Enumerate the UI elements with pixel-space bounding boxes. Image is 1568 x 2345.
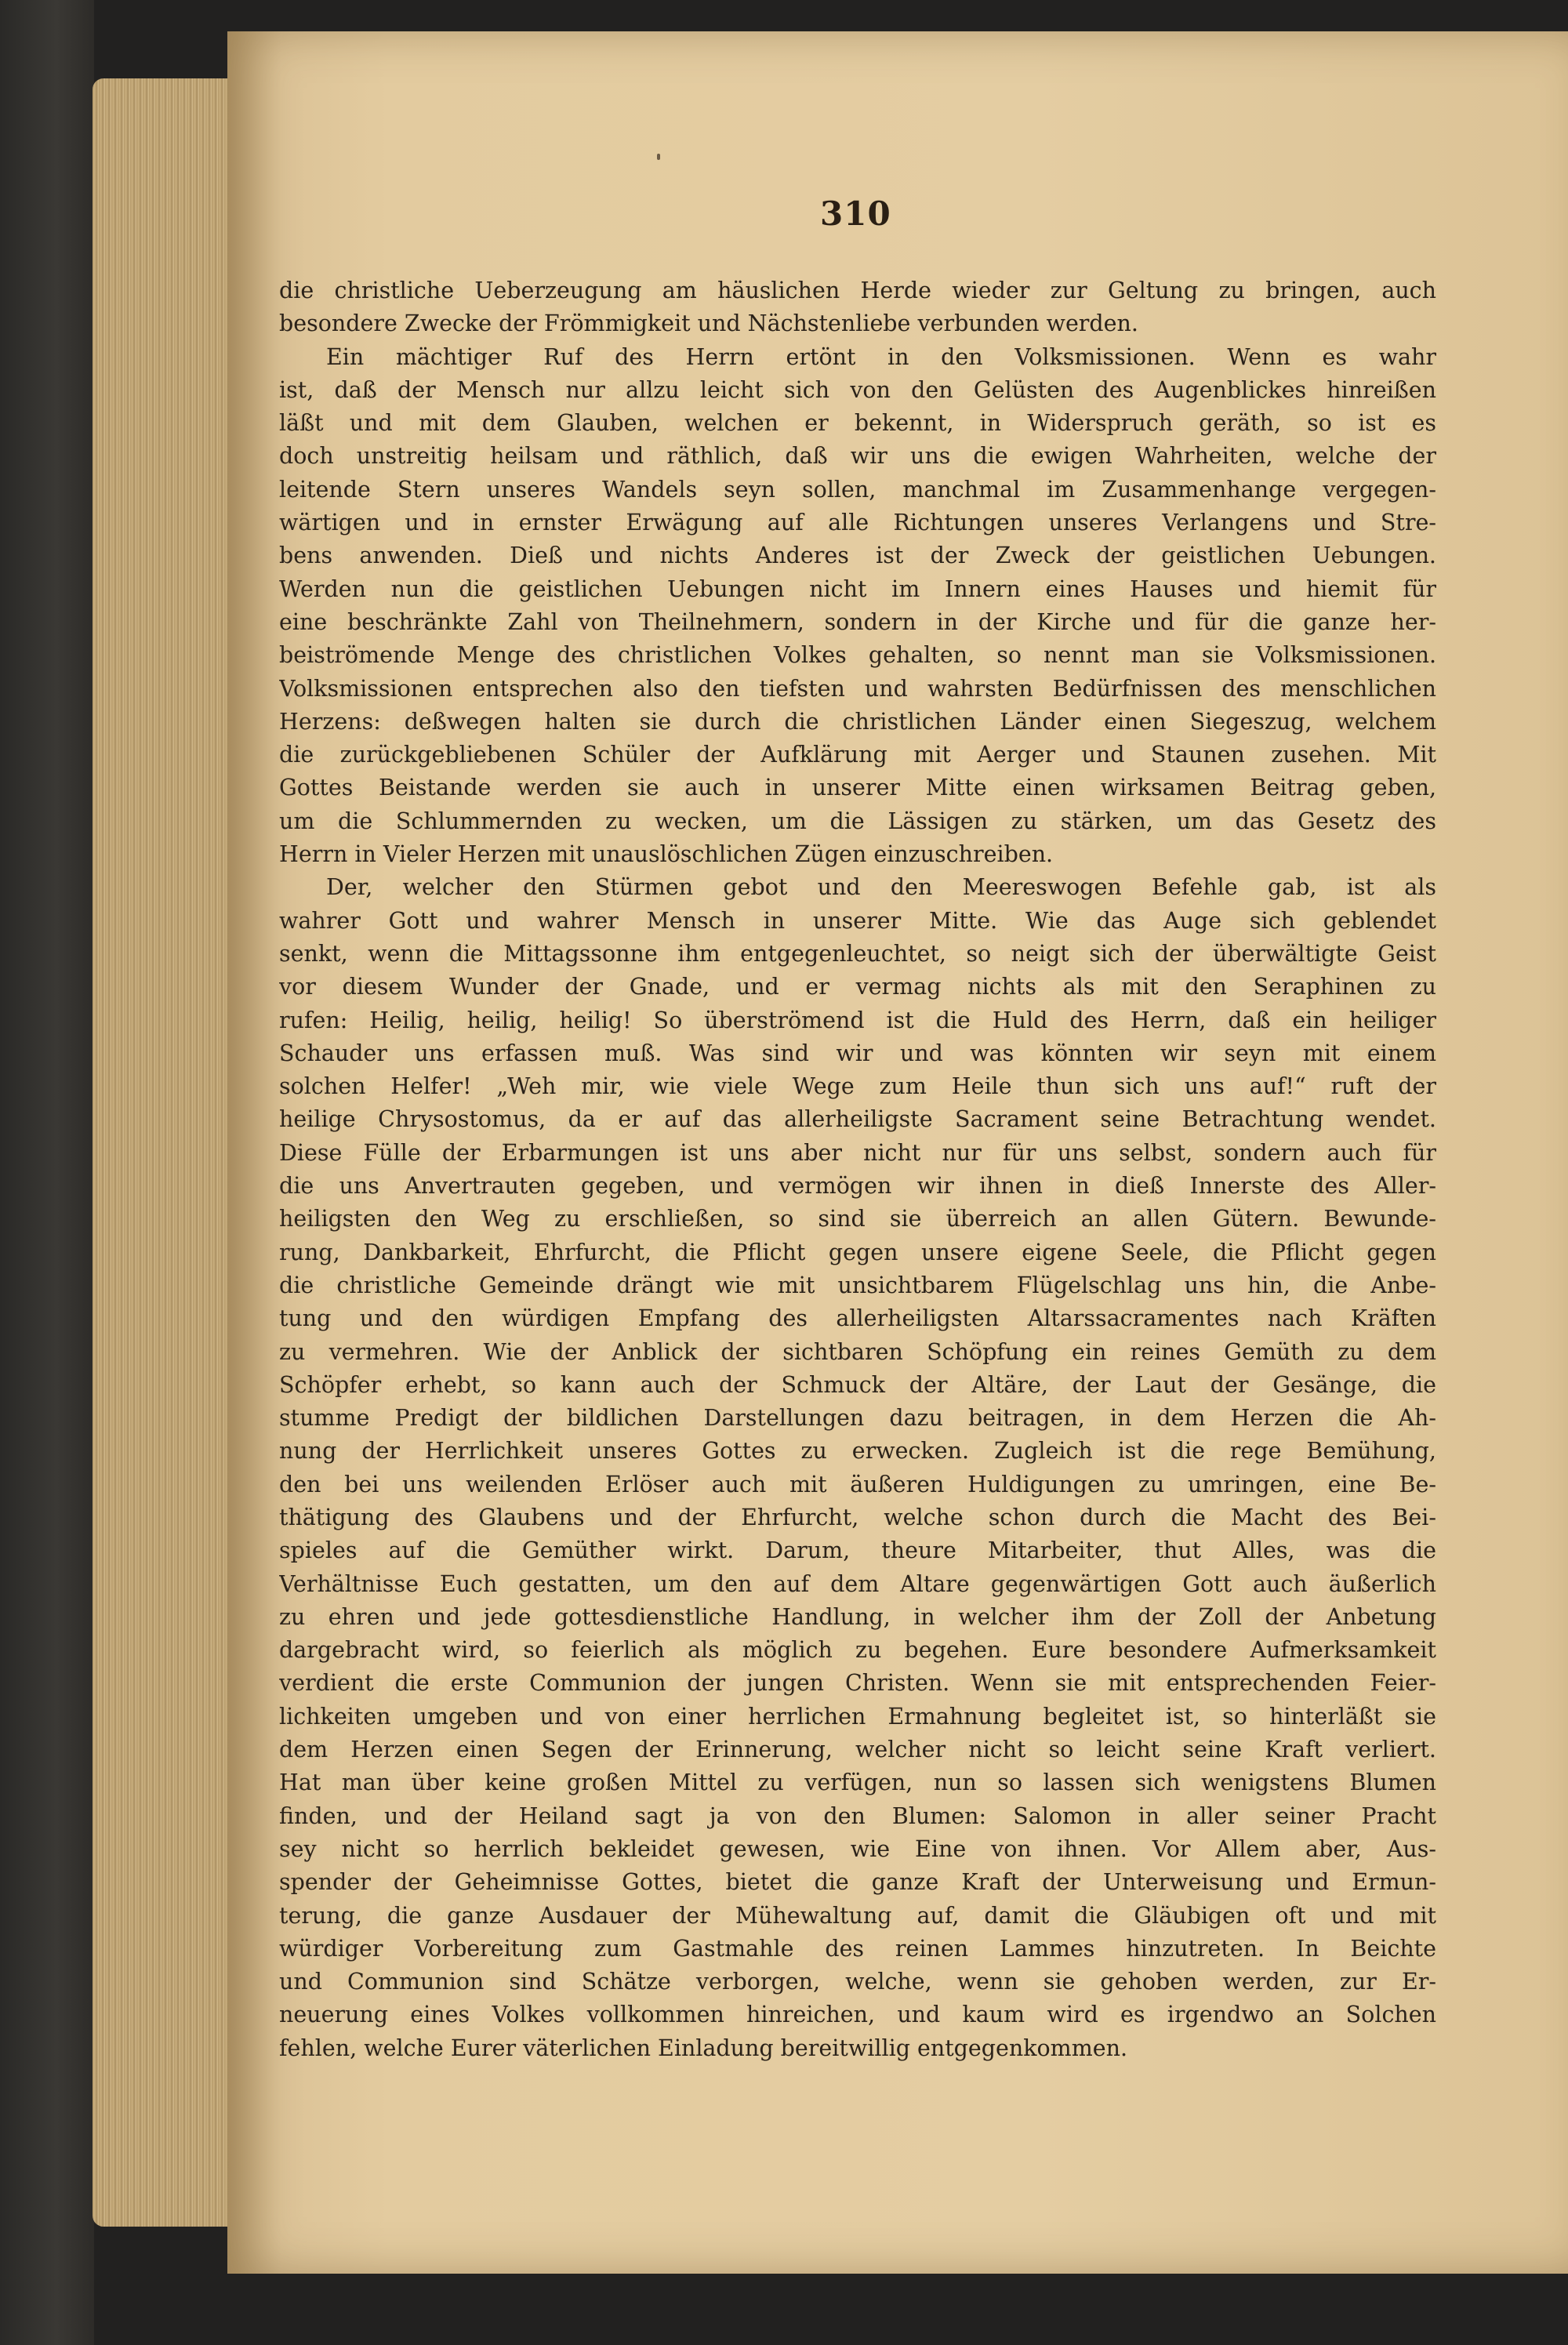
text-line: ist, daß der Mensch nur allzu leicht sich von den Gelüsten des Augenblickes hinreißen [279, 376, 1436, 403]
text-line: thätigung des Glaubens und der Ehrfurcht, welche schon durch die Macht des Bei- [279, 1504, 1436, 1530]
text-line: Verhältnisse Euch gestatten, um den auf dem Altare gegenwärtigen Gott auch äußerlich [279, 1570, 1436, 1597]
text-line: wahrer Gott und wahrer Mensch in unserer Mitte. Wie das Auge sich geblendet [279, 907, 1436, 934]
text-line: Schauder uns erfassen muß. Was sind wir und was könnten wir seyn mit einem [279, 1040, 1436, 1066]
text-line: vor diesem Wunder der Gnade, und er vermag nichts als mit den Seraphinen zu [279, 974, 1436, 1000]
text-line: doch unstreitig heilsam und räthlich, daß wir uns die ewigen Wahrheiten, welche der [279, 443, 1436, 470]
text-line: Gottes Beistande werden sie auch in unserer Mitte einen wirksamen Beitrag geben, [279, 775, 1436, 801]
text-line: Ein mächtiger Ruf des Herrn ertönt in den Volksmissionen. Wenn es wahr [326, 343, 1436, 370]
text-line: die zurückgebliebenen Schüler der Aufklärung mit Aerger und Staunen zusehen. Mit [279, 742, 1436, 768]
text-line: Herrn in Vieler Herzen mit unauslöschlichen Zügen einzuschreiben. [279, 841, 1054, 868]
text-line: um die Schlummernden zu wecken, um die Lässigen zu stärken, um das Gesetz des [279, 808, 1436, 834]
text-line: eine beschränkte Zahl von Theilnehmern, sondern in der Kirche und für die ganze her- [279, 608, 1436, 635]
text-line: finden, und der Heiland sagt ja von den Blumen: Salomon in aller seiner Pracht [279, 1802, 1436, 1829]
text-line: nung der Herrlichkeit unseres Gottes zu erwecken. Zugleich ist die rege Bemühung, [279, 1438, 1436, 1465]
text-line: verdient die erste Communion der jungen Christen. Wenn sie mit entsprechenden Feier- [279, 1670, 1436, 1697]
text-line: Der, welcher den Stürmen gebot und den Meereswogen Befehle gab, ist als [326, 874, 1436, 901]
text-line: bens anwenden. Dieß und nichts Anderes ist der Zweck der geistlichen Uebungen. [279, 543, 1436, 569]
text-line: den bei uns weilenden Erlöser auch mit äußeren Huldigungen zu umringen, eine Be- [279, 1471, 1436, 1497]
text-line: beiströmende Menge des christlichen Volkes gehalten, so nennt man sie Volksmissionen. [279, 642, 1436, 669]
text-line: die christliche Gemeinde drängt wie mit unsichtbarem Flügelschlag uns hin, die Anbe- [279, 1272, 1436, 1298]
body-text [279, 274, 1436, 2065]
page-edges [93, 78, 241, 2227]
text-line: terung, die ganze Ausdauer der Mühewaltung auf, damit die Gläubigen oft und mit [279, 1902, 1436, 1929]
text-line: Werden nun die geistlichen Uebungen nicht im Innern eines Hauses und hiemit für [279, 575, 1436, 602]
text-line: leitende Stern unseres Wandels seyn sollen, manchmal im Zusammenhange vergegen- [279, 476, 1436, 503]
text-line: stumme Predigt der bildlichen Darstellungen dazu beitragen, in dem Herzen die Ah- [279, 1405, 1436, 1432]
text-line: spieles auf die Gemüther wirkt. Darum, theure Mitarbeiter, thut Alles, was die [279, 1537, 1436, 1564]
text-line: neuerung eines Volkes vollkommen hinreichen, und kaum wird es irgendwo an Solchen [279, 2002, 1436, 2028]
text-line: fehlen, welche Eurer väterlichen Einladung bereitwillig entgegenkommen. [279, 2035, 1128, 2061]
text-line: Herzens: deßwegen halten sie durch die christlichen Länder einen Siegeszug, welchem [279, 708, 1436, 735]
text-line: rufen: Heilig, heilig, heilig! So überströmend ist die Huld des Herrn, daß ein heiliger [279, 1007, 1436, 1033]
text-line: solchen Helfer! „Weh mir, wie viele Wege zum Heile thun sich uns auf!“ ruft der [279, 1073, 1436, 1100]
text-line: heilige Chrysostomus, da er auf das allerheiligste Sacrament seine Betrachtung wendet. [279, 1106, 1436, 1133]
text-line: dargebracht wird, so feierlich als möglich zu begehen. Eure besondere Aufmerksamkeit [279, 1637, 1436, 1664]
text-line: wärtigen und in ernster Erwägung auf alle Richtungen unseres Verlangens und Stre- [279, 510, 1436, 536]
text-line: senkt, wenn die Mittagssonne ihm entgegenleuchtet, so neigt sich der überwältigte Geist [279, 940, 1436, 967]
text-line: würdiger Vorbereitung zum Gastmahle des reinen Lammes hinzutreten. In Beichte [279, 1935, 1436, 1962]
text-line: heiligsten den Weg zu erschließen, so sind sie überreich an allen Gütern. Bewunde- [279, 1206, 1436, 1232]
text-line: besondere Zwecke der Frömmigkeit und Nächstenliebe verbunden werden. [279, 310, 1138, 337]
text-line: Hat man über keine großen Mittel zu verfügen, nun so lassen sich wenigstens Blumen [279, 1770, 1436, 1796]
text-line: sey nicht so herrlich bekleidet gewesen, wie Eine von ihnen. Vor Allem aber, Aus- [279, 1835, 1436, 1862]
text-line: Schöpfer erhebt, so kann auch der Schmuck der Altäre, der Laut der Gesänge, die [279, 1371, 1436, 1398]
text-line: zu vermehren. Wie der Anblick der sichtbaren Schöpfung ein reines Gemüth zu dem [279, 1338, 1436, 1365]
text-line: dem Herzen einen Segen der Erinnerung, welcher nicht so leicht seine Kraft verliert. [279, 1737, 1436, 1763]
text-line: die uns Anvertrauten gegeben, und vermögen wir ihnen in dieß Innerste des Aller- [279, 1173, 1436, 1200]
text-line: lichkeiten umgeben und von einer herrlichen Ermahnung begleitet ist, so hinterläßt sie [279, 1703, 1436, 1730]
text-line: läßt und mit dem Glauben, welchen er bekennt, in Widerspruch geräth, so ist es [279, 410, 1436, 437]
text-line: und Communion sind Schätze verborgen, welche, wenn sie gehoben werden, zur Er- [279, 1969, 1436, 1995]
ink-mark [657, 154, 660, 160]
text-line: die christliche Ueberzeugung am häuslichen Herde wieder zur Geltung zu bringen, auch [279, 278, 1436, 303]
page-number: 310 [820, 194, 891, 233]
text-line: zu ehren und jede gottesdienstliche Handlung, in welcher ihm der Zoll der Anbetung [279, 1603, 1436, 1630]
text-line: rung, Dankbarkeit, Ehrfurcht, die Pflicht gegen unsere eigene Seele, die Pflicht gegen [279, 1239, 1436, 1265]
text-line: tung und den würdigen Empfang des allerheiligsten Altarssacramentes nach Kräften [279, 1305, 1436, 1332]
book-cover-edge [0, 0, 94, 2345]
text-line: spender der Geheimnisse Gottes, bietet die ganze Kraft der Unterweisung und Ermun- [279, 1869, 1436, 1896]
text-line: Volksmissionen entsprechen also den tiefsten und wahrsten Bedürfnissen des menschlichen [279, 675, 1436, 702]
text-line: Diese Fülle der Erbarmungen ist uns aber nicht nur für uns selbst, sondern auch für [279, 1139, 1436, 1166]
